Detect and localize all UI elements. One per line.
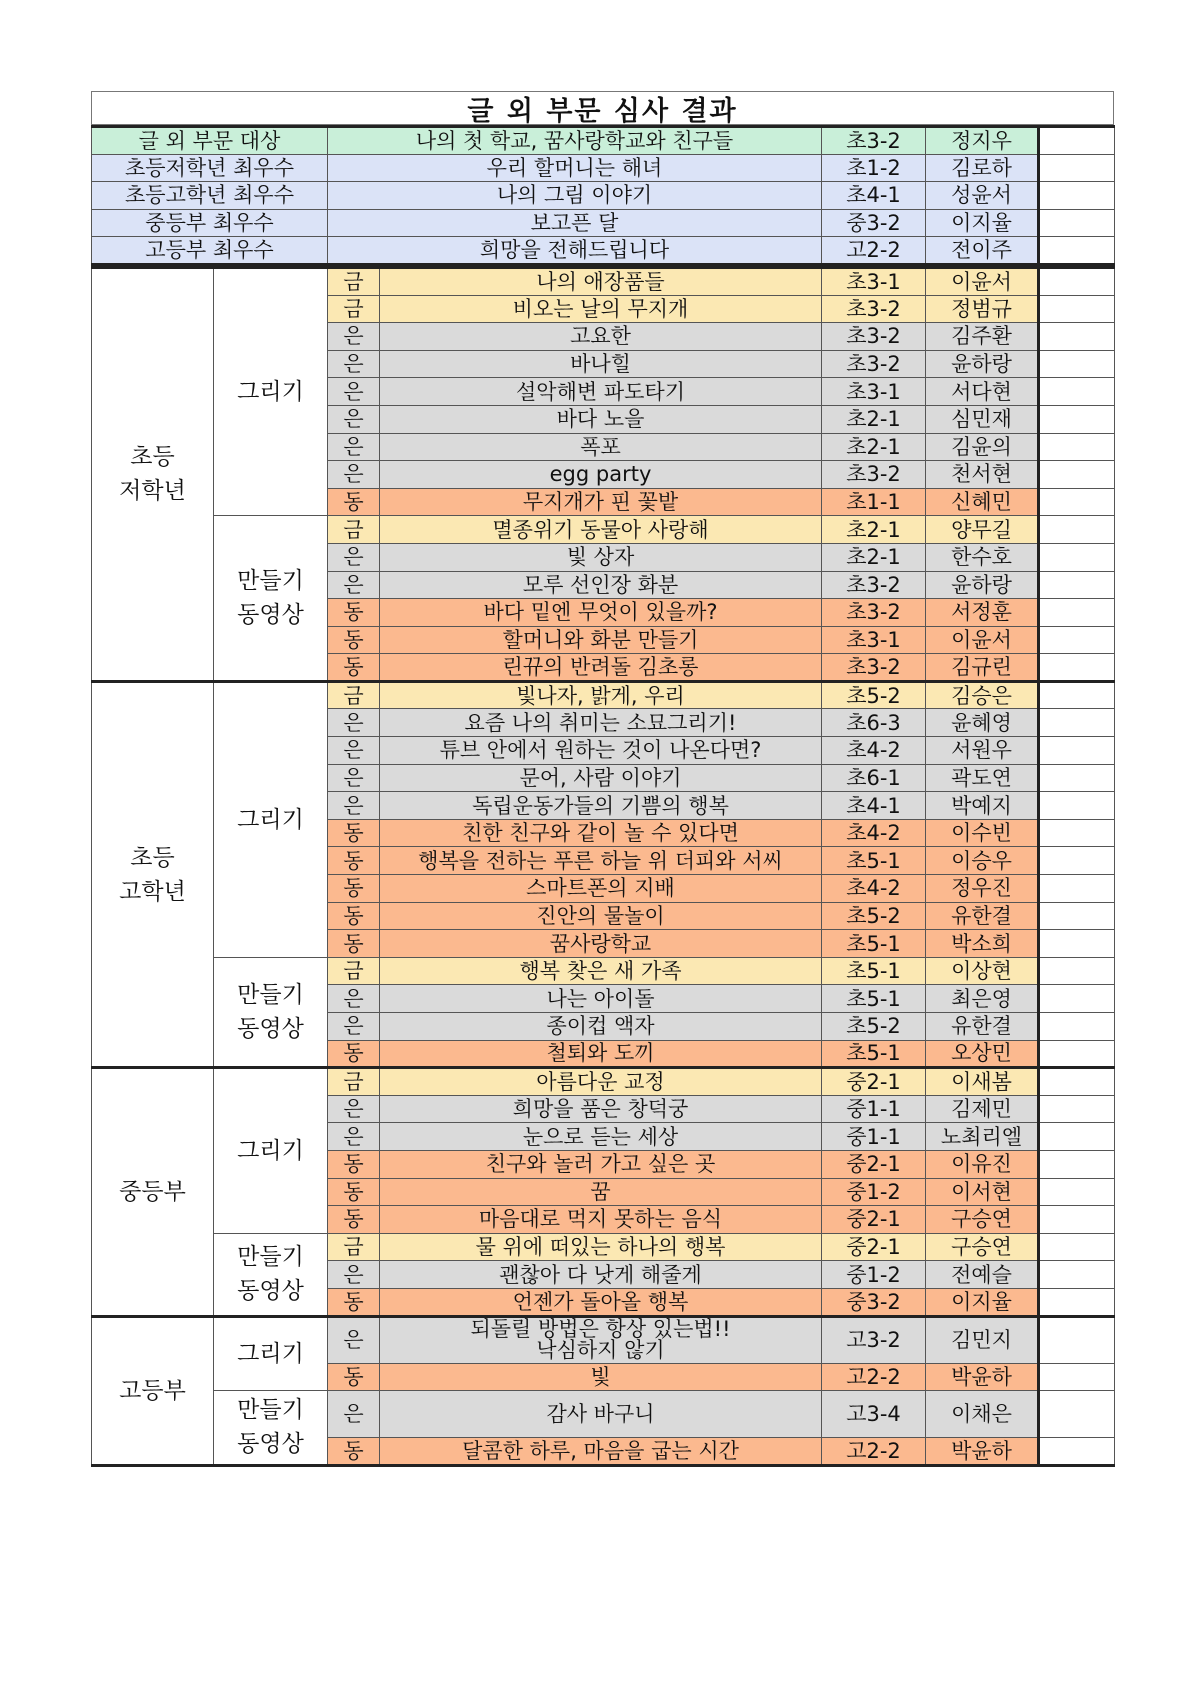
empty-cell	[1039, 1123, 1115, 1151]
work-title: 희망을 품은 창덕궁	[380, 1095, 822, 1123]
empty-cell	[1039, 626, 1115, 654]
student-name: 김제민	[926, 1095, 1039, 1123]
class-code: 초3-2	[822, 654, 926, 682]
student-name: 박윤하	[926, 1363, 1039, 1391]
work-title: 튜브 안에서 원하는 것이 나온다면?	[380, 737, 822, 765]
empty-cell	[1039, 1150, 1115, 1178]
student-name: 김규린	[926, 654, 1039, 682]
group-label	[214, 1068, 328, 1234]
empty-cell	[1039, 957, 1115, 985]
student-name: 김윤의	[926, 433, 1039, 461]
award-category: 초등저학년 최우수	[92, 154, 328, 182]
class-code: 고3-4	[822, 1391, 926, 1438]
award-grade: 동	[328, 654, 380, 682]
class-code: 중1-2	[822, 1261, 926, 1289]
award-grade: 은	[328, 1391, 380, 1438]
empty-cell	[1039, 709, 1115, 737]
top-award-row	[92, 154, 1115, 182]
group-label	[214, 516, 328, 682]
table-row	[92, 1316, 1115, 1363]
award-grade: 동	[328, 819, 380, 847]
work-title: 꿈	[380, 1178, 822, 1206]
award-grade: 은	[328, 405, 380, 433]
student-name: 오상민	[926, 1040, 1039, 1068]
student-name: 곽도연	[926, 764, 1039, 792]
class-code: 초4-1	[822, 182, 926, 210]
class-code: 초4-2	[822, 737, 926, 765]
work-title: 나의 첫 학교, 꿈사랑학교와 친구들	[328, 127, 822, 155]
award-grade: 동	[328, 1438, 380, 1466]
class-code: 초6-3	[822, 709, 926, 737]
student-name: 박예지	[926, 792, 1039, 820]
student-name: 성윤서	[926, 182, 1039, 210]
award-grade: 은	[328, 323, 380, 351]
student-name: 정우진	[926, 875, 1039, 903]
award-grade: 은	[328, 543, 380, 571]
award-grade: 금	[328, 267, 380, 295]
group-label-line: 그리기	[237, 806, 304, 833]
award-grade: 동	[328, 599, 380, 627]
class-code: 초5-1	[822, 957, 926, 985]
student-name: 구승연	[926, 1233, 1039, 1261]
empty-cell	[1039, 1068, 1115, 1096]
award-grade: 동	[328, 1206, 380, 1234]
student-name: 김로하	[926, 154, 1039, 182]
student-name: 노최리엘	[926, 1123, 1039, 1151]
empty-cell	[1039, 516, 1115, 544]
student-name: 서다현	[926, 378, 1039, 406]
class-code: 초3-2	[822, 323, 926, 351]
class-code: 초5-2	[822, 681, 926, 709]
table-row	[92, 957, 1115, 985]
table-row	[92, 1391, 1115, 1438]
student-name: 이지율	[926, 1288, 1039, 1316]
empty-cell	[1039, 819, 1115, 847]
awards-table	[91, 266, 1115, 1467]
award-category: 중등부 최우수	[92, 209, 328, 237]
award-grade: 동	[328, 875, 380, 903]
student-name: 이상현	[926, 957, 1039, 985]
empty-cell	[1039, 599, 1115, 627]
work-title-line: 낙심하지 않기	[536, 1338, 665, 1363]
empty-cell	[1039, 847, 1115, 875]
student-name: 이채은	[926, 1391, 1039, 1438]
group-label-line: 동영상	[237, 1278, 304, 1305]
class-code: 고2-2	[822, 1438, 926, 1466]
class-code: 초3-2	[822, 461, 926, 489]
student-name: 이윤서	[926, 267, 1039, 295]
class-code: 초4-2	[822, 875, 926, 903]
empty-cell	[1039, 461, 1115, 489]
top-award-row	[92, 127, 1115, 155]
student-name: 이서현	[926, 1178, 1039, 1206]
class-code: 초5-2	[822, 902, 926, 930]
work-title: 바다 노을	[380, 405, 822, 433]
award-grade: 은	[328, 709, 380, 737]
class-code: 초2-1	[822, 516, 926, 544]
award-grade: 동	[328, 626, 380, 654]
award-grade: 동	[328, 930, 380, 958]
award-grade: 금	[328, 957, 380, 985]
empty-cell	[1039, 681, 1115, 709]
award-grade: 은	[328, 461, 380, 489]
work-title-line: 되돌릴 방법은 항상 있는법!!	[470, 1317, 731, 1342]
award-grade: 은	[328, 1013, 380, 1041]
work-title: 마음대로 먹지 못하는 음식	[380, 1206, 822, 1234]
section-label-line: 고등부	[119, 1377, 186, 1404]
class-code: 초3-1	[822, 267, 926, 295]
award-grade: 은	[328, 1261, 380, 1289]
class-code: 중2-1	[822, 1150, 926, 1178]
section-label-line: 중등부	[119, 1178, 186, 1205]
work-title: 린뀨의 반려돌 김초롱	[380, 654, 822, 682]
section-label	[92, 1068, 214, 1316]
table-row	[92, 1068, 1115, 1096]
work-title: 문어, 사람 이야기	[380, 764, 822, 792]
group-label	[214, 267, 328, 515]
class-code: 중3-2	[822, 1288, 926, 1316]
work-title: 독립운동가들의 기쁨의 행복	[380, 792, 822, 820]
class-code: 초5-2	[822, 1013, 926, 1041]
award-grade: 동	[328, 1363, 380, 1391]
award-grade: 은	[328, 350, 380, 378]
group-label-line: 만들기	[237, 1244, 304, 1271]
table-row	[92, 681, 1115, 709]
empty-cell	[1039, 1095, 1115, 1123]
class-code: 초5-1	[822, 985, 926, 1013]
empty-cell	[1039, 154, 1115, 182]
class-code: 고2-2	[822, 1363, 926, 1391]
group-label	[214, 681, 328, 957]
empty-cell	[1039, 1438, 1115, 1466]
class-code: 초3-1	[822, 378, 926, 406]
work-title: 빛나자, 밝게, 우리	[380, 681, 822, 709]
class-code: 초3-2	[822, 127, 926, 155]
top-award-row	[92, 182, 1115, 210]
work-title: 고요한	[380, 323, 822, 351]
award-grade: 은	[328, 433, 380, 461]
work-title: egg party	[380, 461, 822, 489]
award-grade: 동	[328, 1288, 380, 1316]
group-label-line: 만들기	[237, 982, 304, 1008]
work-title: 나는 아이돌	[380, 985, 822, 1013]
empty-cell	[1039, 875, 1115, 903]
award-category: 글 외 부문 대상	[92, 127, 328, 155]
section-label	[92, 1316, 214, 1465]
page-title: 글 외 부문 심사 결과	[91, 91, 1114, 125]
results-sheet	[91, 91, 1114, 1467]
work-title: 무지개가 핀 꽃밭	[380, 488, 822, 516]
empty-cell	[1039, 1288, 1115, 1316]
student-name: 김민지	[926, 1316, 1039, 1363]
award-category: 초등고학년 최우수	[92, 182, 328, 210]
student-name: 신혜민	[926, 488, 1039, 516]
class-code: 초6-1	[822, 764, 926, 792]
award-grade: 은	[328, 737, 380, 765]
top-awards-table	[91, 125, 1115, 266]
group-label-line: 그리기	[237, 379, 304, 406]
work-title: 철퇴와 도끼	[380, 1040, 822, 1068]
empty-cell	[1039, 764, 1115, 792]
student-name: 이승우	[926, 847, 1039, 875]
class-code: 초3-2	[822, 599, 926, 627]
student-name: 최은영	[926, 985, 1039, 1013]
student-name: 박소희	[926, 930, 1039, 958]
class-code: 중1-1	[822, 1123, 926, 1151]
work-title: 친구와 놀러 가고 싶은 곳	[380, 1150, 822, 1178]
table-row	[92, 1233, 1115, 1261]
student-name: 이수빈	[926, 819, 1039, 847]
award-grade: 동	[328, 1040, 380, 1068]
section-label	[92, 681, 214, 1067]
empty-cell	[1039, 295, 1115, 323]
section-label-line: 초등	[130, 444, 175, 471]
award-grade: 은	[328, 985, 380, 1013]
empty-cell	[1039, 433, 1115, 461]
section-label-line: 초등	[130, 844, 175, 871]
empty-cell	[1039, 930, 1115, 958]
award-grade: 동	[328, 488, 380, 516]
award-grade: 은	[328, 378, 380, 406]
student-name: 구승연	[926, 1206, 1039, 1234]
class-code: 초1-1	[822, 488, 926, 516]
award-grade: 금	[328, 1233, 380, 1261]
class-code: 고3-2	[822, 1316, 926, 1363]
empty-cell	[1039, 1261, 1115, 1289]
work-title: 행복 찾은 새 가족	[380, 957, 822, 985]
work-title: 보고픈 달	[328, 209, 822, 237]
work-title: 우리 할머니는 해녀	[328, 154, 822, 182]
class-code: 초3-2	[822, 295, 926, 323]
empty-cell	[1039, 488, 1115, 516]
group-label	[214, 1391, 328, 1466]
award-grade: 은	[328, 1095, 380, 1123]
class-code: 초2-1	[822, 543, 926, 571]
group-label-line: 그리기	[237, 1340, 304, 1367]
class-code: 초2-1	[822, 433, 926, 461]
section-label-line: 저학년	[119, 478, 186, 505]
student-name: 이윤서	[926, 626, 1039, 654]
student-name: 박윤하	[926, 1438, 1039, 1466]
award-grade: 은	[328, 1316, 380, 1363]
empty-cell	[1039, 1040, 1115, 1068]
empty-cell	[1039, 1233, 1115, 1261]
award-grade: 금	[328, 681, 380, 709]
group-label	[214, 957, 328, 1067]
student-name: 윤하랑	[926, 350, 1039, 378]
group-label-line: 만들기	[237, 568, 304, 595]
group-label	[214, 1316, 328, 1391]
empty-cell	[1039, 543, 1115, 571]
class-code: 초5-1	[822, 847, 926, 875]
work-title: 괜찮아 다 낫게 해줄게	[380, 1261, 822, 1289]
table-row	[92, 516, 1115, 544]
empty-cell	[1039, 1391, 1115, 1438]
work-title: 종이컵 액자	[380, 1013, 822, 1041]
class-code: 초3-1	[822, 626, 926, 654]
group-label-line: 만들기	[237, 1397, 304, 1424]
award-grade: 은	[328, 764, 380, 792]
table-row	[92, 267, 1115, 295]
work-title: 언젠가 돌아올 행복	[380, 1288, 822, 1316]
award-grade: 은	[328, 792, 380, 820]
top-award-row	[92, 237, 1115, 265]
work-title: 요즘 나의 취미는 소묘그리기!	[380, 709, 822, 737]
group-label-line: 그리기	[237, 1137, 304, 1164]
section-label	[92, 267, 214, 681]
work-title: 물 위에 떠있는 하나의 행복	[380, 1233, 822, 1261]
work-title: 빛 상자	[380, 543, 822, 571]
empty-cell	[1039, 1206, 1115, 1234]
class-code: 초3-2	[822, 571, 926, 599]
empty-cell	[1039, 1363, 1115, 1391]
top-award-row	[92, 209, 1115, 237]
student-name: 김주환	[926, 323, 1039, 351]
work-title: 폭포	[380, 433, 822, 461]
award-grade: 동	[328, 847, 380, 875]
class-code: 중3-2	[822, 209, 926, 237]
student-name: 정지우	[926, 127, 1039, 155]
class-code: 중2-1	[822, 1206, 926, 1234]
student-name: 윤하랑	[926, 571, 1039, 599]
student-name: 이새봄	[926, 1068, 1039, 1096]
work-title: 아름다운 교정	[380, 1068, 822, 1096]
work-title: 나의 그림 이야기	[328, 182, 822, 210]
empty-cell	[1039, 985, 1115, 1013]
class-code: 초4-2	[822, 819, 926, 847]
work-title: 진안의 물놀이	[380, 902, 822, 930]
empty-cell	[1039, 350, 1115, 378]
class-code: 중1-1	[822, 1095, 926, 1123]
student-name: 이지율	[926, 209, 1039, 237]
student-name: 윤혜영	[926, 709, 1039, 737]
empty-cell	[1039, 737, 1115, 765]
work-title: 바다 밑엔 무엇이 있을까?	[380, 599, 822, 627]
empty-cell	[1039, 1316, 1115, 1363]
work-title: 할머니와 화분 만들기	[380, 626, 822, 654]
award-grade: 동	[328, 1150, 380, 1178]
work-title: 눈으로 듣는 세상	[380, 1123, 822, 1151]
empty-cell	[1039, 182, 1115, 210]
work-title: 나의 애장품들	[380, 267, 822, 295]
class-code: 중1-2	[822, 1178, 926, 1206]
award-grade: 금	[328, 1068, 380, 1096]
student-name: 유한결	[926, 902, 1039, 930]
empty-cell	[1039, 1178, 1115, 1206]
student-name: 유한결	[926, 1013, 1039, 1041]
work-title: 감사 바구니	[380, 1391, 822, 1438]
group-label-line: 동영상	[237, 602, 304, 629]
work-title: 행복을 전하는 푸른 하늘 위 더피와 서씨	[380, 847, 822, 875]
work-title: 빛	[380, 1363, 822, 1391]
class-code: 초1-2	[822, 154, 926, 182]
class-code: 초3-2	[822, 350, 926, 378]
empty-cell	[1039, 792, 1115, 820]
empty-cell	[1039, 323, 1115, 351]
empty-cell	[1039, 237, 1115, 265]
work-title	[380, 1316, 822, 1363]
group-label	[214, 1233, 328, 1316]
empty-cell	[1039, 405, 1115, 433]
award-grade: 금	[328, 295, 380, 323]
work-title: 비오는 날의 무지개	[380, 295, 822, 323]
work-title: 희망을 전해드립니다	[328, 237, 822, 265]
student-name: 이유진	[926, 1150, 1039, 1178]
class-code: 초5-1	[822, 1040, 926, 1068]
class-code: 중2-1	[822, 1068, 926, 1096]
student-name: 정범규	[926, 295, 1039, 323]
empty-cell	[1039, 902, 1115, 930]
student-name: 김승은	[926, 681, 1039, 709]
student-name: 서정훈	[926, 599, 1039, 627]
work-title: 스마트폰의 지배	[380, 875, 822, 903]
class-code: 중2-1	[822, 1233, 926, 1261]
student-name: 서원우	[926, 737, 1039, 765]
award-grade: 금	[328, 516, 380, 544]
work-title: 멸종위기 동물아 사랑해	[380, 516, 822, 544]
student-name: 천서현	[926, 461, 1039, 489]
work-title: 친한 친구와 같이 놀 수 있다면	[380, 819, 822, 847]
empty-cell	[1039, 267, 1115, 295]
award-category: 고등부 최우수	[92, 237, 328, 265]
student-name: 한수호	[926, 543, 1039, 571]
empty-cell	[1039, 378, 1115, 406]
student-name: 심민재	[926, 405, 1039, 433]
empty-cell	[1039, 571, 1115, 599]
work-title: 설악해변 파도타기	[380, 378, 822, 406]
empty-cell	[1039, 209, 1115, 237]
student-name: 전예슬	[926, 1261, 1039, 1289]
group-label-line: 동영상	[237, 1016, 304, 1042]
section-label-line: 고학년	[119, 878, 186, 905]
work-title: 모루 선인장 화분	[380, 571, 822, 599]
award-grade: 동	[328, 902, 380, 930]
class-code: 초4-1	[822, 792, 926, 820]
award-grade: 동	[328, 1178, 380, 1206]
student-name: 전이주	[926, 237, 1039, 265]
class-code: 초5-1	[822, 930, 926, 958]
award-grade: 은	[328, 1123, 380, 1151]
empty-cell	[1039, 1013, 1115, 1041]
group-label-line: 동영상	[237, 1431, 304, 1458]
empty-cell	[1039, 654, 1115, 682]
work-title: 바나힐	[380, 350, 822, 378]
class-code: 초2-1	[822, 405, 926, 433]
student-name: 양무길	[926, 516, 1039, 544]
empty-cell	[1039, 127, 1115, 155]
award-grade: 은	[328, 571, 380, 599]
class-code: 고2-2	[822, 237, 926, 265]
work-title: 달콤한 하루, 마음을 굽는 시간	[380, 1438, 822, 1466]
work-title: 꿈사랑학교	[380, 930, 822, 958]
